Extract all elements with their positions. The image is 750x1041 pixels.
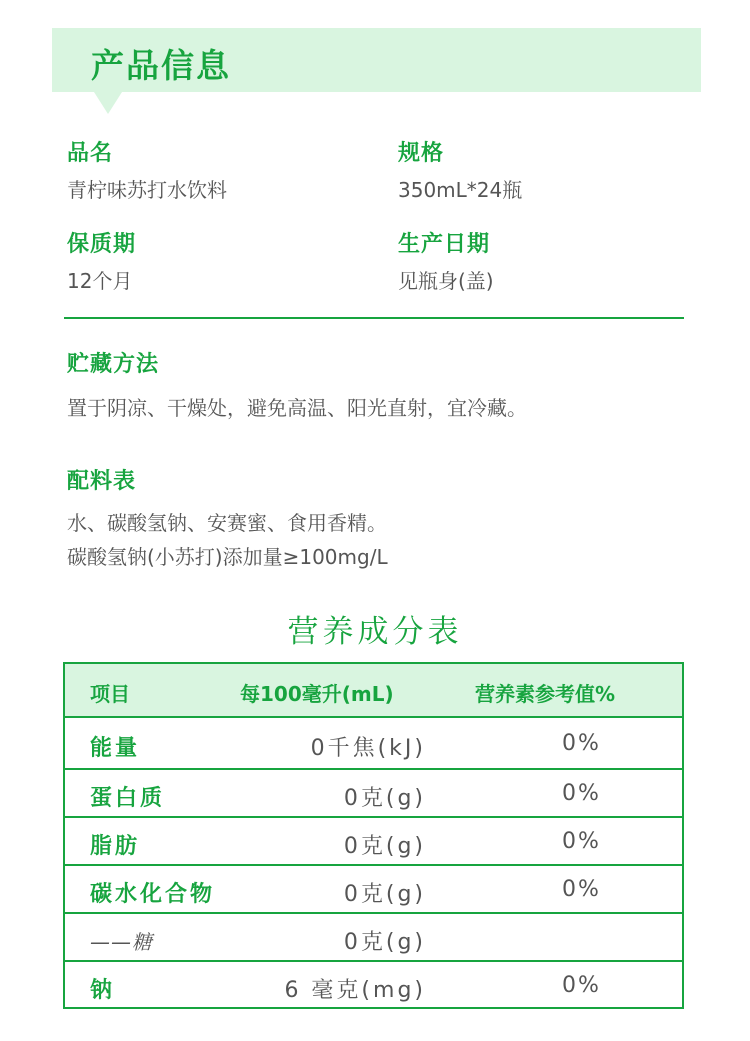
table-row (65, 866, 682, 912)
row-amount: 0克(g) (343, 930, 426, 955)
row-item: 能量 (90, 736, 141, 761)
row-amount: 6 毫克(mg) (284, 978, 426, 1003)
row-item: ——糖 (90, 930, 153, 954)
row-amount: 0克(g) (343, 786, 426, 811)
row-nrv: 0% (562, 731, 601, 756)
row-nrv: 0% (562, 781, 601, 806)
row-amount: 0克(g) (343, 882, 426, 907)
row-nrv: 0% (562, 877, 601, 902)
production-date-value: 见瓶身(盖) (398, 269, 494, 293)
ingredients-line-2: 碳酸氢钠(小苏打)添加量≥100mg/L (67, 545, 388, 569)
product-name-value: 青柠味苏打水饮料 (67, 178, 227, 202)
production-date-label: 生产日期 (398, 232, 491, 257)
ingredients-label: 配料表 (67, 469, 137, 494)
shelf-life-value: 12个月 (67, 269, 133, 293)
table-row (65, 770, 682, 816)
table-row (65, 818, 682, 864)
spec-value: 350mL*24瓶 (398, 178, 523, 202)
row-item: 蛋白质 (90, 786, 166, 811)
nutrition-title: 营养成分表 (287, 614, 463, 650)
header-nrv: 营养素参考值% (475, 682, 616, 706)
storage-text: 置于阴凉、干燥处，避免高温、阳光直射，宜冷藏。 (67, 396, 527, 420)
header-item: 项目 (90, 682, 130, 706)
divider (64, 317, 684, 319)
page-title: 产品信息 (91, 46, 231, 85)
table-row (65, 962, 682, 1007)
product-name-label: 品名 (67, 141, 114, 166)
ingredients-line-1: 水、碳酸氢钠、安赛蜜、食用香精。 (67, 511, 387, 535)
row-nrv: 0% (562, 973, 601, 998)
table-header (65, 664, 682, 716)
header-per-100ml: 每100毫升(mL) (240, 682, 394, 706)
shelf-life-label: 保质期 (67, 232, 137, 257)
nutrition-table (63, 662, 684, 1009)
table-row (65, 914, 682, 960)
row-amount: 0克(g) (343, 834, 426, 859)
row-amount: 0千焦(kJ) (310, 736, 426, 761)
table-row (65, 718, 682, 768)
banner-pointer (94, 92, 122, 114)
row-item: 碳水化合物 (90, 882, 216, 907)
row-nrv: 0% (562, 829, 601, 854)
spec-label: 规格 (398, 141, 445, 166)
row-item: 钠 (90, 978, 116, 1003)
storage-label: 贮藏方法 (67, 352, 160, 377)
row-item: 脂肪 (90, 834, 141, 859)
